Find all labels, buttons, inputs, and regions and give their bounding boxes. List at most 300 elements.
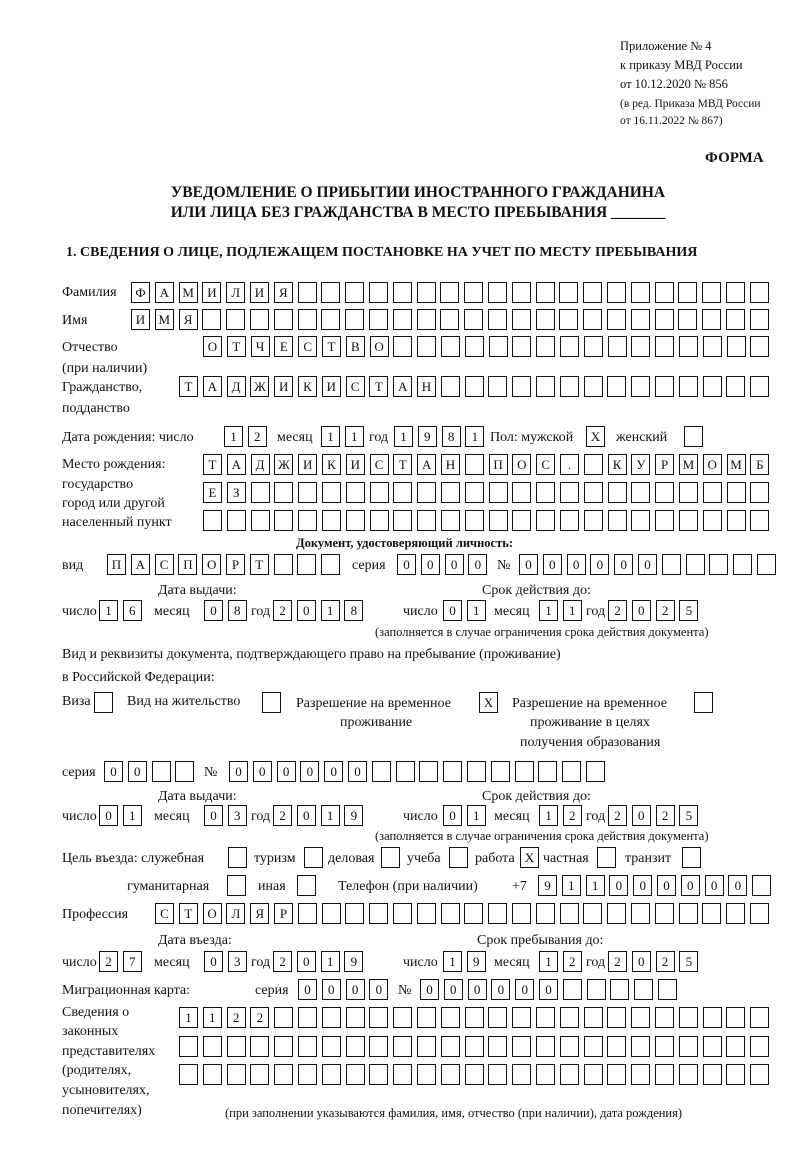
char-box[interactable]: 1 [321,600,340,621]
char-box[interactable] [322,1007,341,1028]
char-box[interactable] [631,482,650,503]
char-box[interactable]: Н [441,454,460,475]
char-box[interactable] [727,482,746,503]
char-box[interactable]: 0 [346,979,365,1000]
char-box[interactable] [465,336,484,357]
char-box[interactable] [750,510,769,531]
char-box[interactable]: Т [322,336,341,357]
char-box[interactable]: 0 [277,761,296,782]
char-box[interactable]: В [346,336,365,357]
char-box[interactable]: Р [655,454,674,475]
char-box[interactable] [607,1007,626,1028]
checkbox-cell[interactable]: X [586,426,605,447]
char-box[interactable] [678,282,697,303]
char-box[interactable] [489,482,508,503]
char-box[interactable] [560,510,579,531]
char-box[interactable]: 0 [632,805,651,826]
char-box[interactable]: 1 [443,951,462,972]
char-box[interactable] [608,482,627,503]
char-box[interactable] [369,903,388,924]
char-box[interactable] [396,761,415,782]
char-box[interactable]: 0 [397,554,416,575]
checkbox-cell[interactable] [304,847,323,868]
char-box[interactable] [298,482,317,503]
char-box[interactable]: 2 [608,951,627,972]
char-box[interactable] [703,482,722,503]
char-box[interactable]: К [322,454,341,475]
char-box[interactable] [250,1036,269,1057]
char-box[interactable]: 0 [728,875,747,896]
char-box[interactable] [757,554,776,575]
migration-number-field[interactable] [420,979,677,1000]
char-box[interactable] [583,282,602,303]
char-box[interactable] [559,282,578,303]
char-box[interactable] [274,309,293,330]
char-box[interactable] [512,336,531,357]
char-box[interactable] [465,1064,484,1085]
char-box[interactable]: И [250,282,269,303]
char-box[interactable] [608,510,627,531]
char-box[interactable] [733,554,752,575]
char-box[interactable]: 1 [562,875,581,896]
char-box[interactable]: 0 [519,554,538,575]
char-box[interactable] [610,979,629,1000]
char-box[interactable] [536,1036,555,1057]
char-box[interactable]: З [227,482,246,503]
char-box[interactable]: П [178,554,197,575]
char-box[interactable]: 0 [99,805,118,826]
char-box[interactable] [393,309,412,330]
char-box[interactable] [440,309,459,330]
char-box[interactable] [703,510,722,531]
char-box[interactable] [726,1064,745,1085]
char-box[interactable] [584,1007,603,1028]
char-box[interactable]: М [155,309,174,330]
char-box[interactable] [250,309,269,330]
birthplace-field-row3[interactable] [203,510,769,531]
temp-permit-checkbox[interactable] [479,692,498,713]
char-box[interactable] [726,282,745,303]
stay-series-field[interactable] [104,761,194,782]
char-box[interactable]: Т [393,454,412,475]
char-box[interactable] [679,376,698,397]
id-issue-year-field[interactable] [273,600,363,621]
char-box[interactable]: 0 [468,979,487,1000]
char-box[interactable] [563,979,582,1000]
char-box[interactable] [679,903,698,924]
char-box[interactable]: А [203,376,222,397]
char-box[interactable] [251,482,270,503]
char-box[interactable] [536,376,555,397]
char-box[interactable]: Л [226,282,245,303]
id-issue-month-field[interactable] [204,600,247,621]
char-box[interactable] [227,1036,246,1057]
purpose-tourism-checkbox[interactable] [304,847,323,868]
char-box[interactable] [346,1064,365,1085]
char-box[interactable] [488,903,507,924]
checkbox-cell[interactable] [228,847,247,868]
char-box[interactable] [465,454,484,475]
entry-year-field[interactable] [273,951,363,972]
char-box[interactable]: 6 [123,600,142,621]
char-box[interactable] [298,309,317,330]
char-box[interactable] [488,282,507,303]
char-box[interactable] [607,309,626,330]
id-kind-field[interactable] [107,554,340,575]
purpose-study-checkbox[interactable] [449,847,468,868]
char-box[interactable] [655,336,674,357]
char-box[interactable]: 0 [204,805,223,826]
female-checkbox[interactable] [684,426,703,447]
char-box[interactable] [491,761,510,782]
char-box[interactable]: О [203,903,222,924]
char-box[interactable] [417,482,436,503]
char-box[interactable]: 0 [297,600,316,621]
char-box[interactable]: С [346,376,365,397]
char-box[interactable] [703,336,722,357]
char-box[interactable] [655,510,674,531]
representatives-field-row1[interactable] [179,1007,769,1028]
char-box[interactable]: 0 [204,600,223,621]
char-box[interactable] [298,1036,317,1057]
char-box[interactable]: Ч [251,336,270,357]
purpose-transit-checkbox[interactable] [682,847,701,868]
char-box[interactable]: Д [251,454,270,475]
char-box[interactable] [465,1007,484,1028]
char-box[interactable]: А [155,282,174,303]
char-box[interactable] [297,554,316,575]
checkbox-cell[interactable]: X [479,692,498,713]
char-box[interactable]: 9 [418,426,437,447]
representatives-field-row2[interactable] [179,1036,769,1057]
char-box[interactable]: И [131,309,150,330]
char-box[interactable] [369,309,388,330]
char-box[interactable]: 0 [491,979,510,1000]
char-box[interactable] [465,510,484,531]
char-box[interactable] [467,761,486,782]
char-box[interactable] [607,903,626,924]
char-box[interactable] [726,376,745,397]
char-box[interactable]: 0 [443,805,462,826]
char-box[interactable] [322,1036,341,1057]
male-checkbox[interactable] [586,426,605,447]
char-box[interactable] [536,1007,555,1028]
char-box[interactable] [322,510,341,531]
char-box[interactable] [298,1064,317,1085]
char-box[interactable] [369,282,388,303]
name-field[interactable] [131,309,769,330]
char-box[interactable] [631,336,650,357]
char-box[interactable] [393,1036,412,1057]
char-box[interactable] [512,903,531,924]
id-series-field[interactable] [397,554,487,575]
char-box[interactable] [587,979,606,1000]
char-box[interactable]: 1 [394,426,413,447]
checkbox-cell[interactable]: X [520,847,539,868]
char-box[interactable]: М [679,454,698,475]
char-box[interactable] [488,1036,507,1057]
char-box[interactable] [417,1036,436,1057]
char-box[interactable]: 7 [123,951,142,972]
citizenship-field[interactable] [179,376,769,397]
checkbox-cell[interactable] [682,847,701,868]
char-box[interactable]: 0 [633,875,652,896]
purpose-private-checkbox[interactable] [597,847,616,868]
stay-valid-day-field[interactable] [443,805,486,826]
char-box[interactable]: М [727,454,746,475]
char-box[interactable]: И [202,282,221,303]
char-box[interactable] [750,1036,769,1057]
char-box[interactable]: 1 [99,600,118,621]
char-box[interactable] [750,482,769,503]
char-box[interactable] [512,309,531,330]
char-box[interactable] [607,1036,626,1057]
entry-day-field[interactable] [99,951,142,972]
char-box[interactable]: 0 [705,875,724,896]
char-box[interactable] [298,282,317,303]
char-box[interactable] [512,1036,531,1057]
char-box[interactable]: 0 [297,805,316,826]
char-box[interactable] [583,309,602,330]
char-box[interactable]: . [560,454,579,475]
char-box[interactable] [631,1036,650,1057]
char-box[interactable]: А [227,454,246,475]
char-box[interactable]: 0 [632,951,651,972]
char-box[interactable] [393,903,412,924]
checkbox-cell[interactable] [694,692,713,713]
char-box[interactable]: 2 [227,1007,246,1028]
char-box[interactable]: 0 [681,875,700,896]
char-box[interactable]: 1 [321,426,340,447]
char-box[interactable] [584,1036,603,1057]
char-box[interactable] [441,376,460,397]
char-box[interactable] [488,376,507,397]
edu-permit-checkbox[interactable] [694,692,713,713]
stay-issue-month-field[interactable] [204,805,247,826]
char-box[interactable]: 0 [638,554,657,575]
char-box[interactable]: 3 [228,951,247,972]
char-box[interactable] [251,510,270,531]
char-box[interactable] [584,376,603,397]
char-box[interactable]: 9 [344,951,363,972]
char-box[interactable] [274,482,293,503]
char-box[interactable] [631,510,650,531]
char-box[interactable] [584,510,603,531]
char-box[interactable] [512,1007,531,1028]
char-box[interactable]: 0 [298,979,317,1000]
char-box[interactable]: 0 [443,600,462,621]
stay-issue-day-field[interactable] [99,805,142,826]
char-box[interactable] [750,1007,769,1028]
char-box[interactable] [489,336,508,357]
char-box[interactable] [750,309,769,330]
char-box[interactable] [536,309,555,330]
char-box[interactable] [441,336,460,357]
char-box[interactable] [583,903,602,924]
char-box[interactable] [679,482,698,503]
birthplace-field-row1[interactable] [203,454,769,475]
surname-field[interactable] [131,282,769,303]
char-box[interactable]: О [370,336,389,357]
char-box[interactable]: 1 [224,426,243,447]
char-box[interactable]: С [155,903,174,924]
patronymic-field[interactable] [203,336,769,357]
char-box[interactable] [678,309,697,330]
char-box[interactable] [560,1064,579,1085]
char-box[interactable] [179,1036,198,1057]
char-box[interactable]: 1 [563,600,582,621]
char-box[interactable] [726,309,745,330]
char-box[interactable]: Я [179,309,198,330]
char-box[interactable]: 1 [203,1007,222,1028]
char-box[interactable]: К [298,376,317,397]
char-box[interactable]: 1 [539,805,558,826]
char-box[interactable] [631,282,650,303]
char-box[interactable] [250,1064,269,1085]
char-box[interactable] [393,1007,412,1028]
char-box[interactable] [560,482,579,503]
char-box[interactable]: П [489,454,508,475]
representatives-field-row3[interactable] [179,1064,769,1085]
char-box[interactable] [750,376,769,397]
char-box[interactable] [679,510,698,531]
char-box[interactable]: 1 [321,805,340,826]
char-box[interactable]: 8 [228,600,247,621]
char-box[interactable] [512,510,531,531]
char-box[interactable] [607,1064,626,1085]
char-box[interactable] [393,282,412,303]
char-box[interactable] [370,510,389,531]
char-box[interactable] [584,482,603,503]
purpose-official-checkbox[interactable] [228,847,247,868]
char-box[interactable] [417,903,436,924]
char-box[interactable]: 0 [297,951,316,972]
id-number-field[interactable] [519,554,776,575]
char-box[interactable] [512,376,531,397]
checkbox-cell[interactable] [449,847,468,868]
char-box[interactable] [536,482,555,503]
id-valid-month-field[interactable] [539,600,582,621]
char-box[interactable] [662,554,681,575]
char-box[interactable]: О [203,336,222,357]
char-box[interactable] [560,1007,579,1028]
char-box[interactable] [703,1064,722,1085]
char-box[interactable]: 0 [590,554,609,575]
char-box[interactable]: 0 [300,761,319,782]
char-box[interactable] [750,903,769,924]
char-box[interactable] [512,482,531,503]
char-box[interactable]: И [346,454,365,475]
char-box[interactable]: М [179,282,198,303]
char-box[interactable]: 1 [123,805,142,826]
char-box[interactable] [443,761,462,782]
stay-valid-month-field[interactable] [539,805,582,826]
char-box[interactable] [417,282,436,303]
char-box[interactable] [560,1036,579,1057]
checkbox-cell[interactable] [94,692,113,713]
checkbox-cell[interactable] [262,692,281,713]
char-box[interactable]: Ф [131,282,150,303]
char-box[interactable] [679,1007,698,1028]
char-box[interactable]: Т [369,376,388,397]
char-box[interactable] [702,282,721,303]
char-box[interactable] [440,282,459,303]
char-box[interactable]: Ж [274,454,293,475]
char-box[interactable]: И [322,376,341,397]
char-box[interactable] [560,376,579,397]
char-box[interactable]: К [608,454,627,475]
visa-checkbox[interactable] [94,692,113,713]
migration-series-field[interactable] [298,979,388,1000]
char-box[interactable] [464,309,483,330]
char-box[interactable] [631,376,650,397]
char-box[interactable] [655,282,674,303]
char-box[interactable]: С [370,454,389,475]
char-box[interactable] [655,376,674,397]
char-box[interactable] [322,482,341,503]
char-box[interactable] [512,282,531,303]
char-box[interactable] [346,510,365,531]
char-box[interactable]: 8 [344,600,363,621]
char-box[interactable] [322,903,341,924]
char-box[interactable]: 2 [563,805,582,826]
char-box[interactable] [419,761,438,782]
char-box[interactable] [536,903,555,924]
char-box[interactable] [536,336,555,357]
char-box[interactable] [586,761,605,782]
profession-field[interactable] [155,903,769,924]
char-box[interactable]: 0 [204,951,223,972]
char-box[interactable] [584,336,603,357]
char-box[interactable]: 9 [467,951,486,972]
purpose-humanitarian-checkbox[interactable] [227,875,246,896]
char-box[interactable] [631,1064,650,1085]
char-box[interactable]: 1 [539,951,558,972]
char-box[interactable] [274,1036,293,1057]
char-box[interactable] [560,336,579,357]
char-box[interactable]: 0 [324,761,343,782]
id-valid-year-field[interactable] [608,600,698,621]
char-box[interactable] [417,1007,436,1028]
char-box[interactable] [703,1036,722,1057]
residence-checkbox[interactable] [262,692,281,713]
char-box[interactable] [274,1007,293,1028]
char-box[interactable] [203,510,222,531]
char-box[interactable]: 0 [229,761,248,782]
char-box[interactable]: 0 [468,554,487,575]
char-box[interactable]: У [631,454,650,475]
char-box[interactable] [274,554,293,575]
char-box[interactable]: 2 [656,951,675,972]
char-box[interactable]: 0 [322,979,341,1000]
char-box[interactable]: 0 [539,979,558,1000]
checkbox-cell[interactable] [684,426,703,447]
char-box[interactable] [686,554,705,575]
char-box[interactable]: 1 [586,875,605,896]
id-issue-day-field[interactable] [99,600,142,621]
char-box[interactable]: О [512,454,531,475]
char-box[interactable] [465,482,484,503]
char-box[interactable] [489,510,508,531]
char-box[interactable] [274,510,293,531]
char-box[interactable]: Е [203,482,222,503]
char-box[interactable]: Т [179,903,198,924]
char-box[interactable] [465,1036,484,1057]
char-box[interactable] [369,1007,388,1028]
char-box[interactable]: 1 [321,951,340,972]
char-box[interactable] [536,282,555,303]
char-box[interactable]: П [107,554,126,575]
